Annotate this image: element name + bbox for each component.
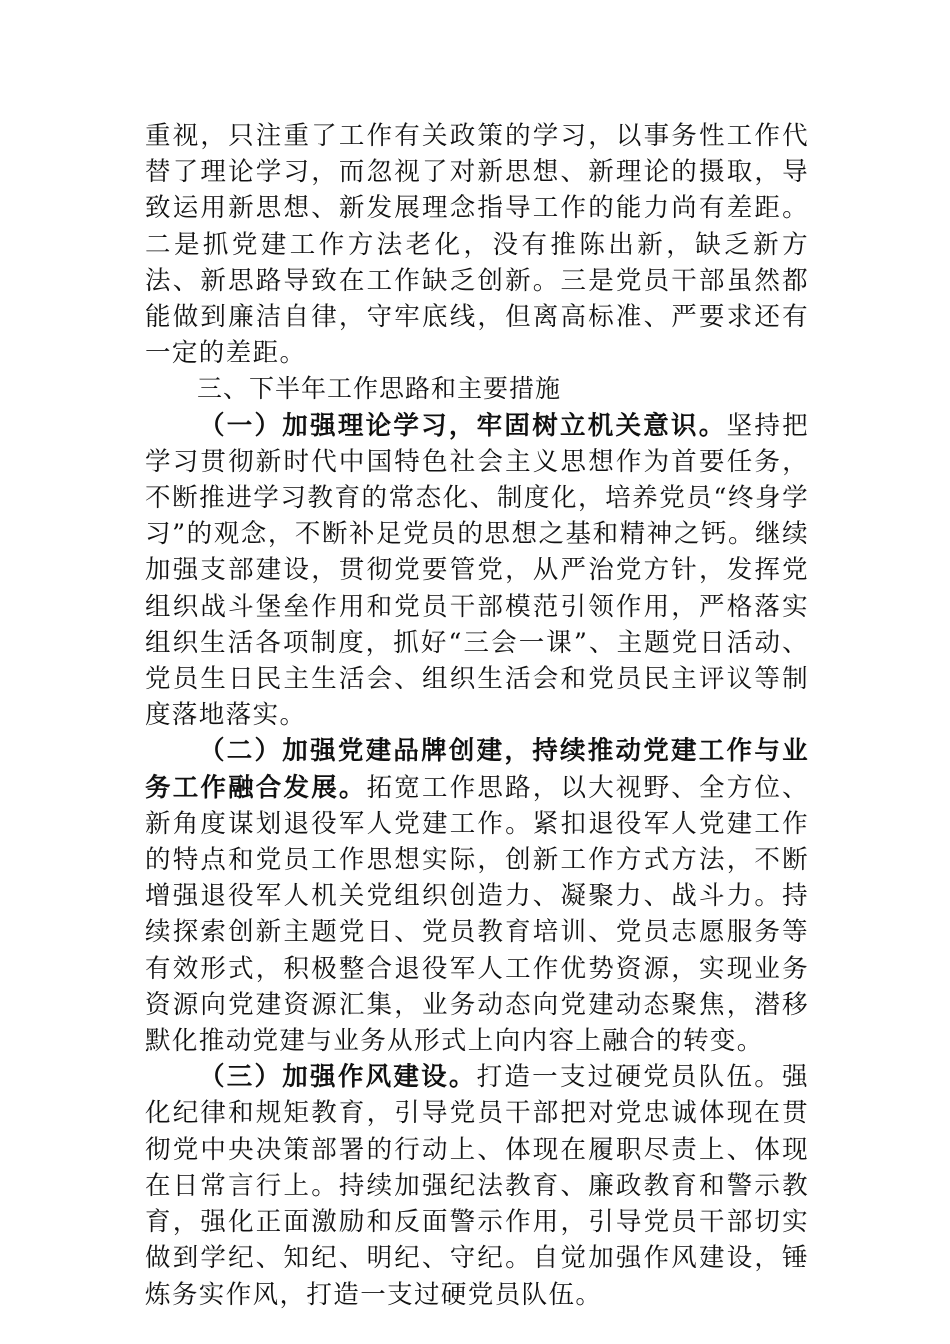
section-heading: 三、下半年工作思路和主要措施 bbox=[197, 374, 562, 404]
paragraph-2 bbox=[145, 733, 809, 1059]
paragraph-continued: 重视，只注重了工作有关政策的学习，以事务性工作代替了理论学习，而忽视了对新思想、新理论的摄取，导致运用新思想、新发展理念指导工作的能力尚有差距。二是抓党建工作方法老化，没有推陈出新，缺乏新方法、新思路导致在工作缺乏创新。三是党员干部虽然都能做到廉洁自律，守牢底线，但离高标准、严要求还有一定的差距。 bbox=[145, 121, 809, 369]
paragraph-2-title: （二）加强党建品牌创建，持续推动党建工作与业务工作融合发展。 bbox=[145, 736, 809, 803]
paragraph-1-title: （一）加强理论学习，牢固树立机关意识。 bbox=[199, 410, 727, 441]
paragraph-3-body: 打造一支过硬党员队伍。强化纪律和规矩教育，引导党员干部把对党忠诚体现在贯彻党中央决策部署的行动上、体现在履职尽责上、体现在日常言行上。持续加强纪法教育、廉政教育和警示教育，强化正面激励和反面警示作用，引导党员干部切实做到学纪、知纪、明纪、守纪。自觉加强作风建设，锤炼务实作风，打造一支过硬党员队伍。 bbox=[145, 1062, 809, 1310]
paragraph-1 bbox=[145, 408, 809, 734]
paragraph-3 bbox=[145, 1059, 809, 1312]
paragraph-1-body: 坚持把学习贯彻新时代中国特色社会主义思想作为首要任务，不断推进学习教育的常态化、制度化，培养党员“终身学习”的观念，不断补足党员的思想之基和精神之钙。继续加强支部建设，贯彻党要管党，从严治党方针，发挥党组织战斗堡垒作用和党员干部模范引领作用，严格落实组织生活各项制度，抓好“三会一课”、主题党日活动、党员生日民主生活会、组织生活会和党员民主评议等制度落地落实。 bbox=[145, 410, 809, 731]
paragraph-2-body: 拓宽工作思路，以大视野、全方位、新角度谋划退役军人党建工作。紧扣退役军人党建工作的特点和党员工作思想实际，创新工作方式方法，不断增强退役军人机关党组织创造力、凝聚力、战斗力。持续探索创新主题党日、党员教育培训、党员志愿服务等有效形式，积极整合退役军人工作优势资源，实现业务资源向党建资源汇集，业务动态向党建动态聚焦，潜移默化推动党建与业务从形式上向内容上融合的转变。 bbox=[145, 772, 810, 1057]
paragraph-3-title: （三）加强作风建设。 bbox=[199, 1062, 477, 1093]
document-page bbox=[145, 118, 809, 1313]
